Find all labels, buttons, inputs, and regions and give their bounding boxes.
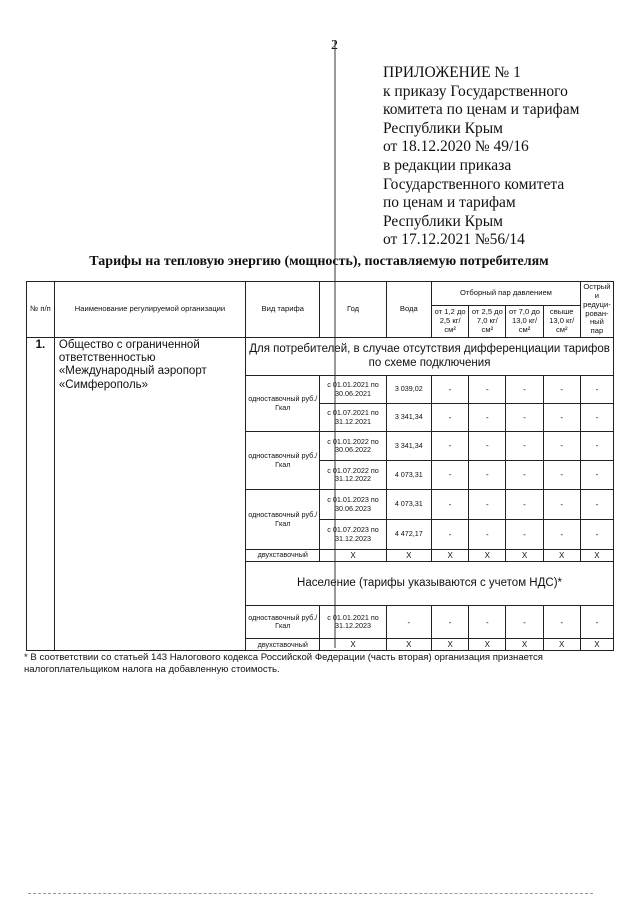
dash-cell: - <box>469 490 506 520</box>
dash-cell: - <box>469 520 506 550</box>
x-cell: X <box>320 550 386 562</box>
header-steam-3: от 7,0 до 13,0 кг/см² <box>506 306 543 338</box>
dash-cell: - <box>543 520 580 550</box>
document-title: Тарифы на тепловую энергию (мощность), поставляемую потребителям <box>89 254 549 269</box>
x-cell: X <box>506 639 543 651</box>
dash-cell: - <box>432 404 469 432</box>
water-value: 3 341,34 <box>386 432 431 461</box>
period-cell: с 01.01.2021 по 30.06.2021 <box>320 376 386 404</box>
appendix-line: Республики Крым <box>383 212 503 230</box>
x-cell: X <box>432 550 469 562</box>
tariff-type-cell: одноставочный руб./Гкал <box>246 490 320 550</box>
period-cell: с 01.01.2021 по 31.12.2023 <box>320 606 386 639</box>
dash-cell: - <box>469 606 506 639</box>
header-tariff-type: Вид тарифа <box>246 282 320 338</box>
dash-cell: - <box>543 461 580 490</box>
appendix-line: ПРИЛОЖЕНИЕ № 1 <box>383 64 521 81</box>
dash-cell: - <box>580 490 613 520</box>
dash-cell: - <box>580 376 613 404</box>
period-cell: с 01.01.2022 по 30.06.2022 <box>320 432 386 461</box>
appendix-line: от 17.12.2021 №56/14 <box>383 231 525 249</box>
section-title: Для потребителей, в случае отсутствия дифференциации тарифов по схеме подключения <box>246 338 614 376</box>
tariff-type-cell: одноставочный руб./Гкал <box>246 432 320 490</box>
appendix-line: от 18.12.2020 № 49/16 <box>383 138 529 156</box>
header-steam-1: от 1,2 до 2,5 кг/см² <box>432 306 469 338</box>
dash-cell: - <box>543 606 580 639</box>
dash-cell: - <box>580 404 613 432</box>
footnote: * В соответствии со статьей 143 Налогового кодекса Российской Федерации (часть вторая) организация признается налогоплательщиком налога на добавленную стоимость. <box>24 652 543 675</box>
dash-cell: - <box>469 461 506 490</box>
dash-cell: - <box>580 461 613 490</box>
appendix-header <box>383 64 623 250</box>
x-cell: X <box>469 639 506 651</box>
dash-cell: - <box>543 432 580 461</box>
tariff-type-cell: двухставочный <box>246 639 320 651</box>
x-cell: X <box>386 639 431 651</box>
dash-cell: - <box>506 606 543 639</box>
dash-cell: - <box>432 461 469 490</box>
tariff-type-cell: одноставочный руб./Гкал <box>246 606 320 639</box>
water-value: 4 472,17 <box>386 520 431 550</box>
water-value: 4 073,31 <box>386 490 431 520</box>
x-cell: X <box>386 550 431 562</box>
appendix-line: по ценам и тарифам <box>383 194 516 212</box>
section-title: Население (тарифы указываются с учетом НДС)* <box>246 562 614 606</box>
header-steam-2: от 2,5 до 7,0 кг/см² <box>469 306 506 338</box>
dash-cell: - <box>432 606 469 639</box>
bottom-divider <box>28 893 593 894</box>
x-cell: X <box>469 550 506 562</box>
header-water: Вода <box>386 282 431 338</box>
organization-name: Общество с ограниченной ответственностью «Международный аэропорт «Симферополь» <box>54 338 245 651</box>
period-cell: с 01.07.2021 по 31.12.2021 <box>320 404 386 432</box>
tariff-type-cell: одноставочный руб./Гкал <box>246 376 320 432</box>
water-value: 3 039,02 <box>386 376 431 404</box>
water-value: - <box>386 606 431 639</box>
dash-cell: - <box>506 461 543 490</box>
header-steam-group: Отборный пар давлением <box>432 282 581 306</box>
appendix-line: в редакции приказа <box>383 156 512 174</box>
x-cell: X <box>543 550 580 562</box>
header-num: № п/п <box>27 282 55 338</box>
tariff-type-cell: двухставочный <box>246 550 320 562</box>
appendix-line: Республики Крым <box>383 119 503 137</box>
appendix-line: комитета по ценам и тарифам <box>383 101 580 119</box>
dash-cell: - <box>506 490 543 520</box>
dash-cell: - <box>506 520 543 550</box>
dash-cell: - <box>432 490 469 520</box>
dash-cell: - <box>543 404 580 432</box>
period-cell: с 01.01.2023 по 30.06.2023 <box>320 490 386 520</box>
x-cell: X <box>506 550 543 562</box>
dash-cell: - <box>506 376 543 404</box>
page-number: 2 <box>331 38 338 53</box>
water-value: 3 341,34 <box>386 404 431 432</box>
period-cell: с 01.07.2023 по 31.12.2023 <box>320 520 386 550</box>
dash-cell: - <box>580 432 613 461</box>
dash-cell: - <box>469 376 506 404</box>
water-value: 4 073,31 <box>386 461 431 490</box>
dash-cell: - <box>506 432 543 461</box>
tariff-table <box>26 281 614 651</box>
dash-cell: - <box>432 376 469 404</box>
header-organization: Наименование регулируемой организации <box>54 282 245 338</box>
period-cell: с 01.07.2022 по 31.12.2022 <box>320 461 386 490</box>
dash-cell: - <box>543 490 580 520</box>
dash-cell: - <box>469 404 506 432</box>
x-cell: X <box>580 550 613 562</box>
appendix-line: к приказу Государственного <box>383 82 568 100</box>
dash-cell: - <box>543 376 580 404</box>
header-steam-4: свыше 13,0 кг/см² <box>543 306 580 338</box>
dash-cell: - <box>506 404 543 432</box>
row-number: 1. <box>27 338 55 651</box>
header-year: Год <box>320 282 386 338</box>
appendix-line: Государственного комитета <box>383 175 565 193</box>
x-cell: X <box>543 639 580 651</box>
header-sharp-steam: Острый и редуци-рован-ный пар <box>580 282 613 338</box>
dash-cell: - <box>432 520 469 550</box>
dash-cell: - <box>469 432 506 461</box>
dash-cell: - <box>580 520 613 550</box>
x-cell: X <box>432 639 469 651</box>
dash-cell: - <box>432 432 469 461</box>
x-cell: X <box>320 639 386 651</box>
x-cell: X <box>580 639 613 651</box>
dash-cell: - <box>580 606 613 639</box>
